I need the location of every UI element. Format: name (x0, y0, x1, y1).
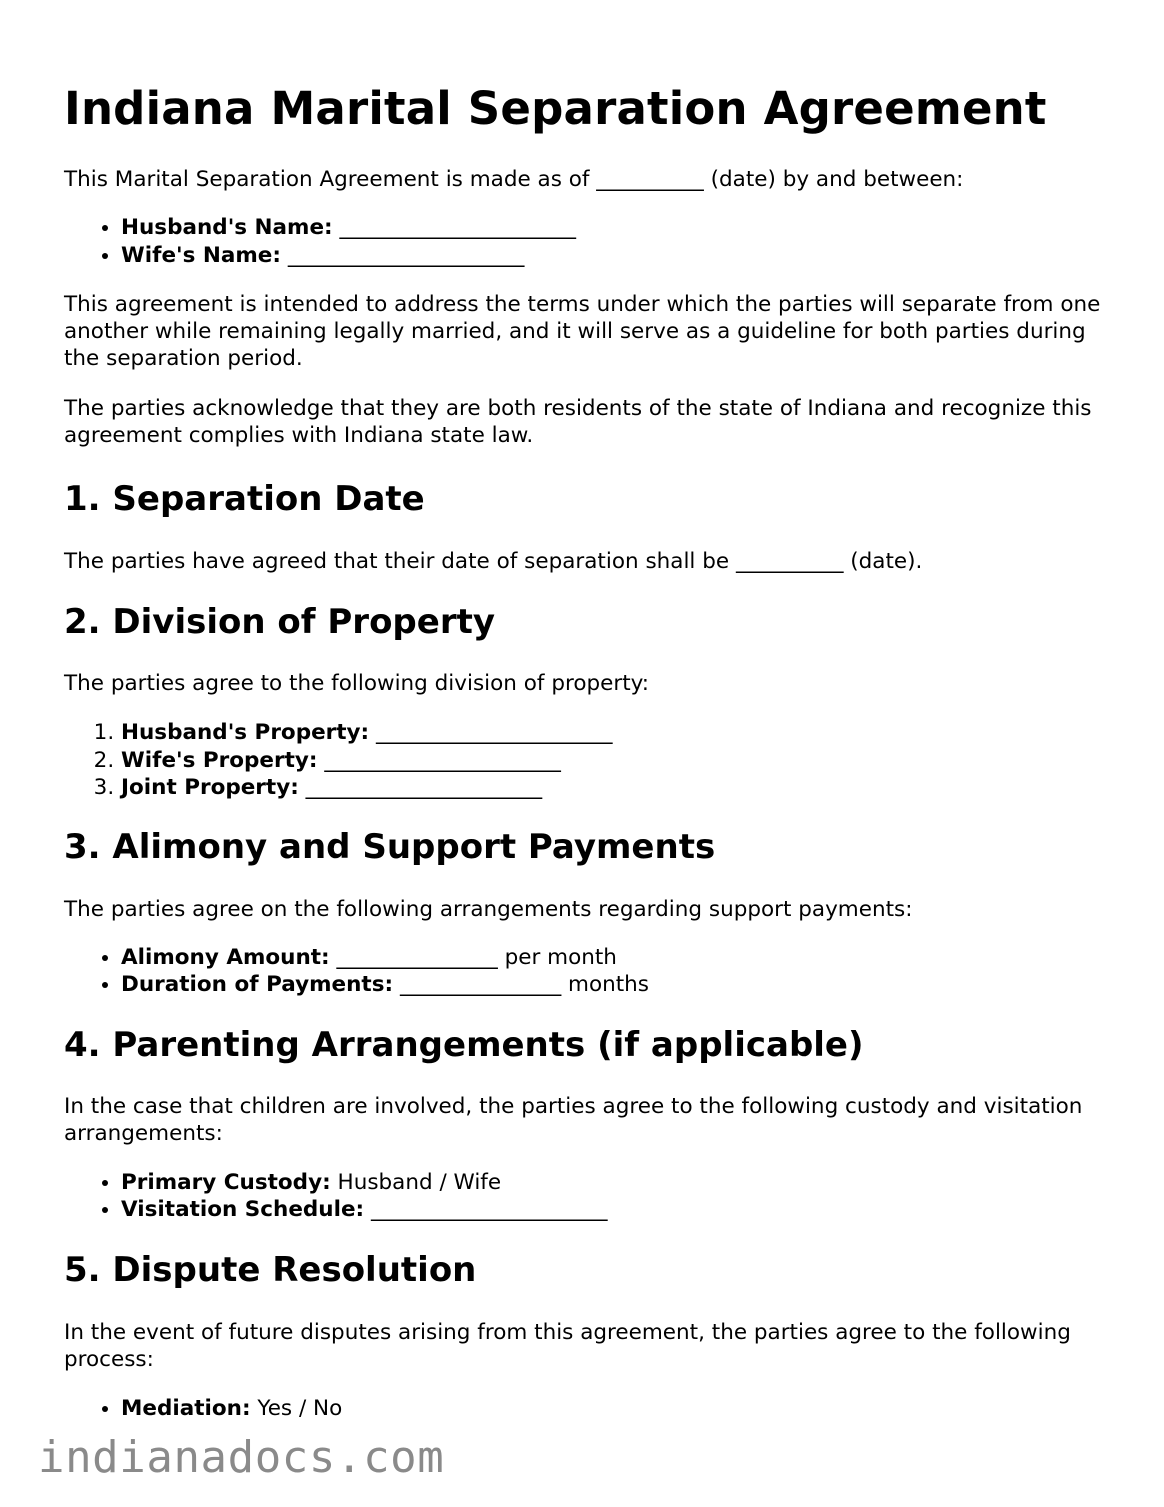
list-item (121, 944, 1124, 972)
intro-residency: The parties acknowledge that they are both residents of the state of Indiana and recognize this agreement complies with Indiana state law. (64, 396, 1092, 448)
property-text: The parties agree to the following division of property: (64, 671, 650, 696)
document-title: Indiana Marital Separation Agreement (64, 82, 1047, 135)
intro-purpose: This agreement is intended to address the terms under which the parties will separate from one another while remaining legally married, and it will serve as a guideline for both parties during the separation period. (64, 292, 1101, 371)
property-list (64, 719, 1124, 802)
document-page (64, 0, 1124, 1422)
list-item (121, 1395, 1124, 1423)
mediation-label: Mediation: (121, 1395, 251, 1421)
joint-property-label: Joint Property: (121, 775, 299, 800)
wife-name-label: Wife's Name: (121, 242, 281, 268)
list-item (121, 971, 1124, 999)
primary-custody-value: Husband / Wife (337, 1169, 502, 1195)
list-item (121, 1196, 1124, 1224)
husband-name-blank: ______________________ (339, 215, 576, 240)
dispute-text: In the event of future disputes arising from this agreement, the parties agree to the following process: (64, 1319, 1071, 1372)
primary-custody-label: Primary Custody: (121, 1169, 331, 1195)
visitation-schedule-blank: ______________________ (371, 1197, 608, 1222)
list-item (121, 242, 1124, 270)
alimony-list (64, 944, 1124, 999)
list-item (121, 719, 1124, 747)
mediation-value: Yes / No (257, 1395, 343, 1421)
alimony-amount-blank: _______________ per month (336, 944, 617, 970)
alimony-text: The parties agree on the following arrangements regarding support payments: (64, 896, 913, 922)
section-heading-parenting: 4. Parenting Arrangements (if applicable) (64, 1024, 864, 1065)
section-heading-alimony: 3. Alimony and Support Payments (64, 826, 716, 867)
list-item (121, 1169, 1124, 1197)
watermark: indianadocs.com (38, 1432, 445, 1483)
visitation-schedule-label: Visitation Schedule: (121, 1197, 365, 1222)
husband-property-blank: ______________________ (376, 720, 613, 745)
list-item (121, 774, 1124, 802)
joint-property-blank: ______________________ (305, 775, 543, 800)
wife-property-label: Wife's Property: (121, 747, 318, 773)
payment-duration-label: Duration of Payments: (121, 972, 394, 997)
list-item (121, 214, 1124, 242)
husband-property-label: Husband's Property: (121, 720, 370, 745)
alimony-amount-label: Alimony Amount: (121, 944, 330, 970)
list-item (121, 747, 1124, 775)
dispute-list (64, 1395, 1124, 1423)
wife-property-blank: ______________________ (324, 747, 561, 773)
section-heading-separation-date: 1. Separation Date (64, 479, 425, 519)
section-heading-dispute: 5. Dispute Resolution (64, 1249, 477, 1290)
husband-name-label: Husband's Name: (121, 215, 333, 240)
section-heading-property: 2. Division of Property (64, 602, 496, 642)
parenting-list (64, 1169, 1124, 1224)
parties-list (64, 214, 1124, 269)
separation-date-text: The parties have agreed that their date of separation shall be __________ (date). (64, 549, 923, 574)
wife-name-blank: ______________________ (287, 242, 525, 268)
intro-made-as-of: This Marital Separation Agreement is made as of __________ (date) by and between: (64, 167, 964, 192)
parenting-text: In the case that children are involved, the parties agree to the following custody and visitation arrangements: (64, 1093, 1083, 1146)
payment-duration-blank: _______________ months (399, 972, 650, 997)
